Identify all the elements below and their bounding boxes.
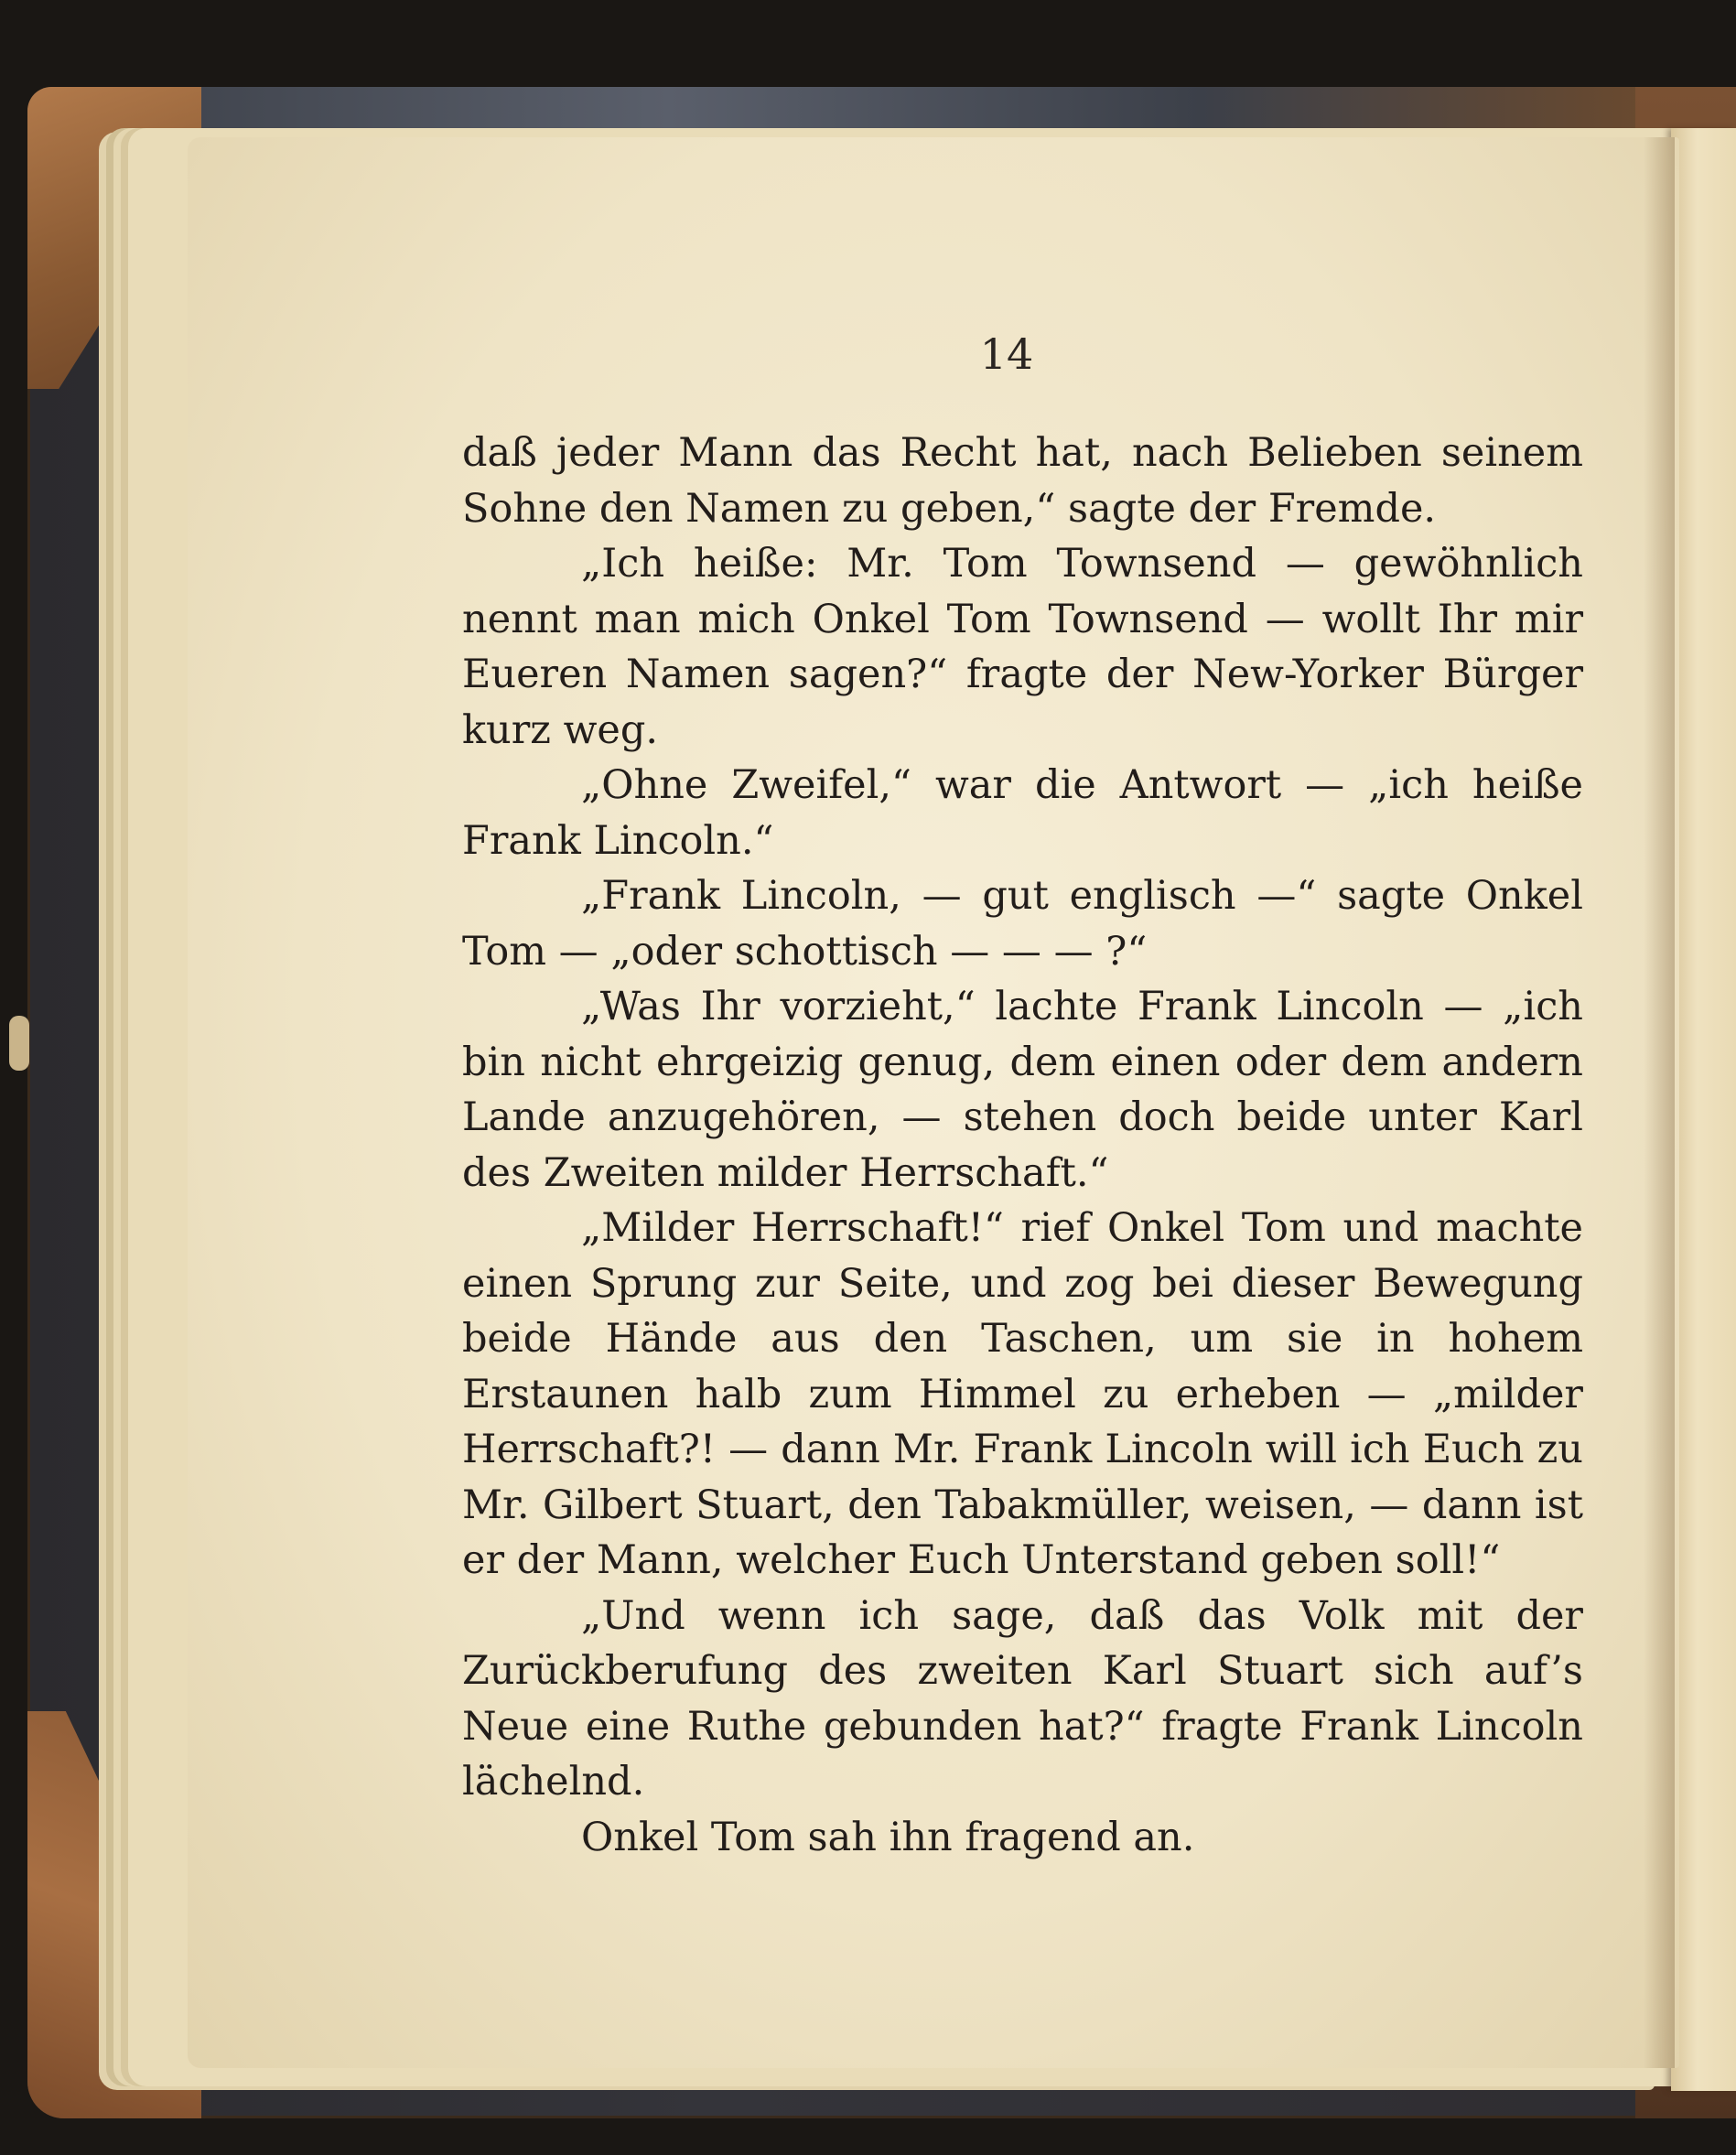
paragraph: Onkel Tom sah ihn fragend an.	[581, 1814, 1195, 1860]
page-text	[462, 426, 1583, 1865]
paragraph: „Und wenn ich sage, daß das Volk mit der Zurückberufung des zweiten Karl Stuart sich auf’s Neue eine Ruthe gebunden hat?“ fragte Frank Lincoln lächelnd.	[462, 1592, 1583, 1805]
paragraph: „Ohne Zweifel,“ war die Antwort — „ich heiße Frank Lincoln.“	[462, 762, 1583, 864]
paragraph: „Frank Lincoln, — gut englisch —“ sagte Onkel Tom — „oder schottisch — — — ?“	[462, 873, 1583, 975]
facing-page-edge	[1671, 128, 1736, 2091]
cover-wear-mark	[9, 1016, 29, 1071]
paragraph: „Ich heiße: Mr. Tom Townsend — gewöhnlich nennt man mich Onkel Tom Townsend — wollt Ihr mir Eueren Namen sagen?“ fragte der New-Yorker Bürger kurz weg.	[462, 541, 1583, 753]
paragraph: daß jeder Mann das Recht hat, nach Belieben seinem Sohne den Namen zu geben,“ sagte der Fremde.	[462, 430, 1583, 532]
page-gutter-shadow	[1644, 137, 1675, 2068]
page-number: 14	[979, 329, 1034, 379]
paragraph: „Was Ihr vorzieht,“ lachte Frank Lincoln — „ich bin nicht ehrgeizig genug, dem einen oder dem andern Lande anzugehören, — stehen doch beide unter Karl des Zweiten milder Herrschaft.“	[462, 984, 1583, 1196]
paragraph: „Milder Herrschaft!“ rief Onkel Tom und machte einen Sprung zur Seite, und zog bei dieser Bewegung beide Hände aus den Taschen, um sie in hohem Erstaunen halb zum Himmel zu erheben — „milder Herrschaft?! — dann Mr. Frank Lincoln will ich Euch zu Mr. Gilbert Stuart, den Tabakmüller, weisen, — dann ist er der Mann, welcher Euch Unterstand geben soll!“	[462, 1205, 1583, 1583]
